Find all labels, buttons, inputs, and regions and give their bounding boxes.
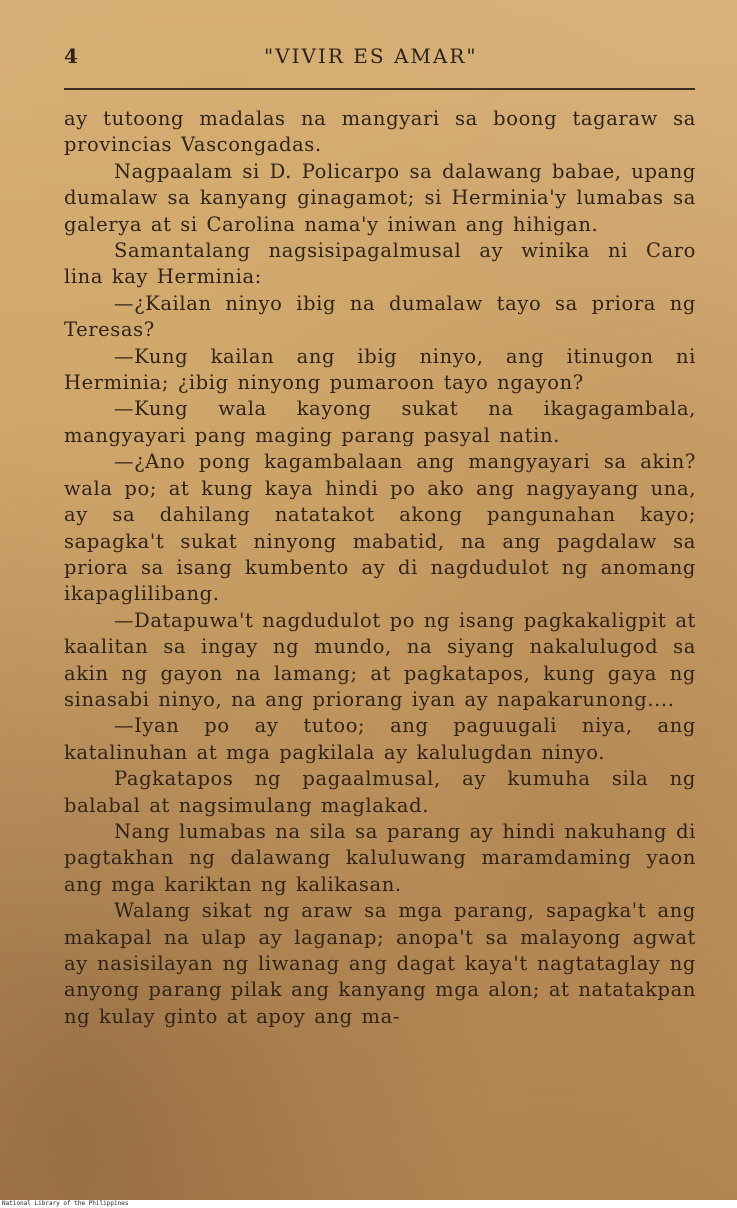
footer-strip	[0, 1200, 737, 1208]
header-rule	[64, 88, 695, 90]
page-number: 4	[64, 44, 79, 68]
running-title: "VIVIR ES AMAR"	[264, 44, 478, 68]
dialogue-line: —¿Kailan ninyo ibig na dumalaw tayo sa priora ng Teresas?	[64, 291, 696, 342]
dialogue-line: —Kung wala kayong sukat na ikagagambala, mangyayari pang maging parang pasyal natin.	[64, 397, 696, 447]
paragraph: Samantalang nagsisipagalmusal ay winika ni Caro lina kay Herminia:	[64, 239, 696, 289]
paragraph: Pagkatapos ng pagaalmusal, ay kumuha sila ng balabal at nagsimulang maglakad.	[64, 767, 696, 817]
dialogue-line: —Datapuwa't nagdudulot po ng isang pagkakaligpit at kaalitan sa ingay ng mundo, na siyang nakalulugod sa akin ng gayon na lamang; at pagkatapos, kung gaya ng sinasabi ninyo, na ang priorang iyan ay napakarunong....	[64, 608, 696, 711]
page-header	[64, 44, 697, 74]
dialogue-line: —¿Ano pong kagambalaan ang mangyayari sa akin? wala po; at kung kaya hindi po ako ang nagyayang una, ay sa dahilang natatakot akong pangunahan kayo; sapagka't sukat ninyong mabatid, na ang pagdalaw sa priora sa isang kumbento ay di nagdudulot ng anomang ikapaglilibang.	[64, 450, 696, 606]
paragraph: Nang lumabas na sila sa parang ay hindi nakuhang di pagtakhan ng dalawang kaluluwang maramdaming yaon ang mga kariktan ng kalikasan.	[64, 819, 696, 896]
library-credit: National Library of the Philippines	[2, 1200, 129, 1207]
dialogue-line: —Iyan po ay tutoo; ang paguugali niya, ang katalinuhan at mga pagkilala ay kalulugdan ninyo.	[64, 714, 696, 764]
dialogue-line: —Kung kailan ang ibig ninyo, ang itinugon ni Herminia; ¿ibig ninyong pumaroon tayo ngayon?	[64, 344, 696, 395]
body-text	[64, 106, 696, 1030]
paragraph: Nagpaalam si D. Policarpo sa dalawang babae, upang dumalaw sa kanyang ginagamot; si Herminia'y lumabas sa galerya at si Carolina nama'y iniwan ang hihigan.	[64, 159, 696, 236]
paragraph: Walang sikat ng araw sa mga parang, sapagka't ang makapal na ulap ay laganap; anopa't sa malayong agwat ay nasisilayan ng liwanag ang dagat kaya't nagtataglay ng anyong parang pilak ang kanyang mga alon; at natatakpan ng kulay ginto at apoy ang ma-	[64, 899, 696, 1028]
paragraph-continuation: ay tutoong madalas na mangyari sa boong tagaraw sa provincias Vascongadas.	[64, 107, 696, 157]
